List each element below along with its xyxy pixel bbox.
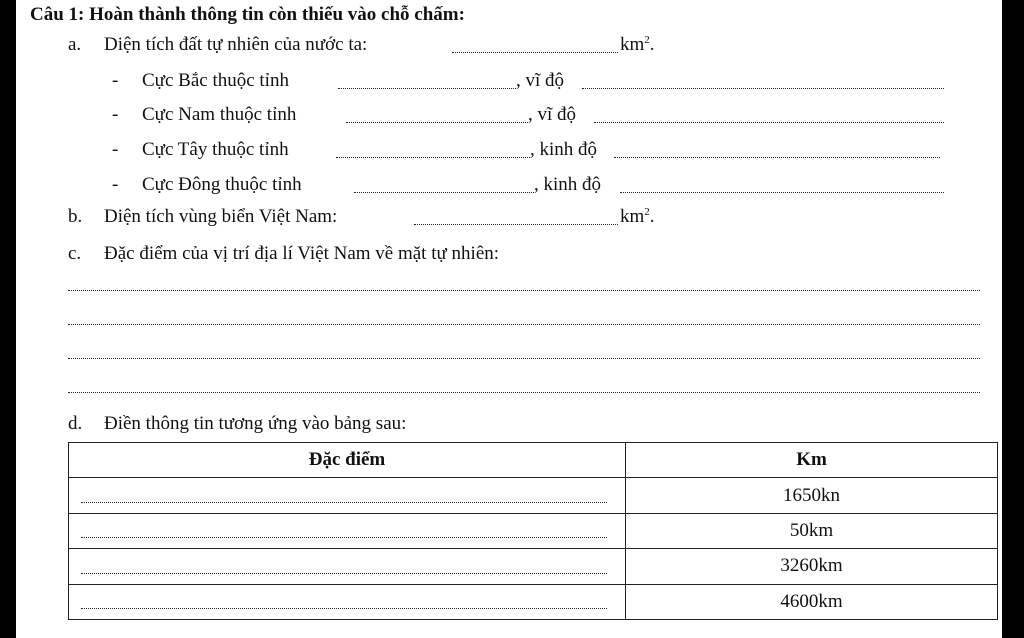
table-row bbox=[69, 478, 998, 513]
km-cell: 1650kn bbox=[626, 478, 998, 513]
worksheet-page bbox=[16, 0, 1002, 638]
sub-item-coordinate-blank[interactable] bbox=[614, 157, 940, 158]
sub-item-text: Cực Tây thuộc tỉnh bbox=[142, 139, 289, 160]
sub-item-mid: , vĩ độ bbox=[528, 104, 577, 125]
item-b-unit: $km^2$. bbox=[620, 206, 655, 227]
sub-item-coordinate-blank[interactable] bbox=[582, 88, 944, 89]
cell-blank bbox=[81, 523, 607, 538]
sub-item-dash: - bbox=[112, 104, 119, 125]
answer-line[interactable] bbox=[68, 290, 980, 291]
feature-cell[interactable] bbox=[69, 584, 626, 619]
answer-line[interactable] bbox=[68, 324, 980, 325]
answer-line[interactable] bbox=[68, 392, 980, 393]
item-a-blank[interactable] bbox=[452, 52, 618, 53]
sub-item-dash: - bbox=[112, 70, 119, 91]
data-table bbox=[68, 442, 998, 620]
header-feature: Đặc điểm bbox=[69, 443, 626, 478]
item-b-text: Diện tích vùng biển Việt Nam: bbox=[104, 206, 338, 227]
sub-item-dash: - bbox=[112, 174, 119, 195]
item-a-text: Diện tích đất tự nhiên của nước ta: bbox=[104, 34, 368, 55]
km-cell: 3260km bbox=[626, 549, 998, 584]
km-cell: 50km bbox=[626, 513, 998, 548]
left-dark-border bbox=[0, 0, 16, 638]
sub-item-province-blank[interactable] bbox=[338, 88, 516, 89]
sub-item-province-blank[interactable] bbox=[336, 157, 530, 158]
sub-item-coordinate-blank[interactable] bbox=[594, 122, 944, 123]
feature-cell[interactable] bbox=[69, 478, 626, 513]
item-d-label: d. bbox=[68, 413, 83, 434]
right-dark-border bbox=[1002, 0, 1024, 638]
sub-item-dash: - bbox=[112, 139, 119, 160]
table-row bbox=[69, 584, 998, 619]
sub-item-coordinate-blank[interactable] bbox=[620, 192, 944, 193]
km-cell: 4600km bbox=[626, 584, 998, 619]
table-row bbox=[69, 549, 998, 584]
feature-cell[interactable] bbox=[69, 513, 626, 548]
answer-line[interactable] bbox=[68, 358, 980, 359]
sub-item-mid: , vĩ độ bbox=[516, 70, 565, 91]
sub-item-mid: , kinh độ bbox=[530, 139, 598, 160]
sub-item-province-blank[interactable] bbox=[354, 192, 534, 193]
header-km: Km bbox=[626, 443, 998, 478]
item-d-text: Điền thông tin tương ứng vào bảng sau: bbox=[104, 413, 407, 434]
table-row bbox=[69, 513, 998, 548]
item-b-blank[interactable] bbox=[414, 224, 618, 225]
item-c-text: Đặc điểm của vị trí địa lí Việt Nam về mặt tự nhiên: bbox=[104, 243, 500, 264]
feature-cell[interactable] bbox=[69, 549, 626, 584]
question-title: Câu 1: Hoàn thành thông tin còn thiếu vào chỗ chấm: bbox=[30, 4, 465, 25]
sub-item-province-blank[interactable] bbox=[346, 122, 528, 123]
item-a-label: a. bbox=[68, 34, 82, 55]
table-header-row bbox=[69, 443, 998, 478]
sub-item-text: Cực Nam thuộc tỉnh bbox=[142, 104, 297, 125]
sub-item-text: Cực Bắc thuộc tỉnh bbox=[142, 70, 289, 91]
item-b-label: b. bbox=[68, 206, 83, 227]
sub-item-mid: , kinh độ bbox=[534, 174, 602, 195]
item-c-label: c. bbox=[68, 243, 82, 264]
cell-blank bbox=[81, 488, 607, 503]
cell-blank bbox=[81, 559, 607, 574]
sub-item-text: Cực Đông thuộc tỉnh bbox=[142, 174, 302, 195]
item-a-unit: $km^2$. bbox=[620, 34, 655, 55]
cell-blank bbox=[81, 594, 607, 609]
